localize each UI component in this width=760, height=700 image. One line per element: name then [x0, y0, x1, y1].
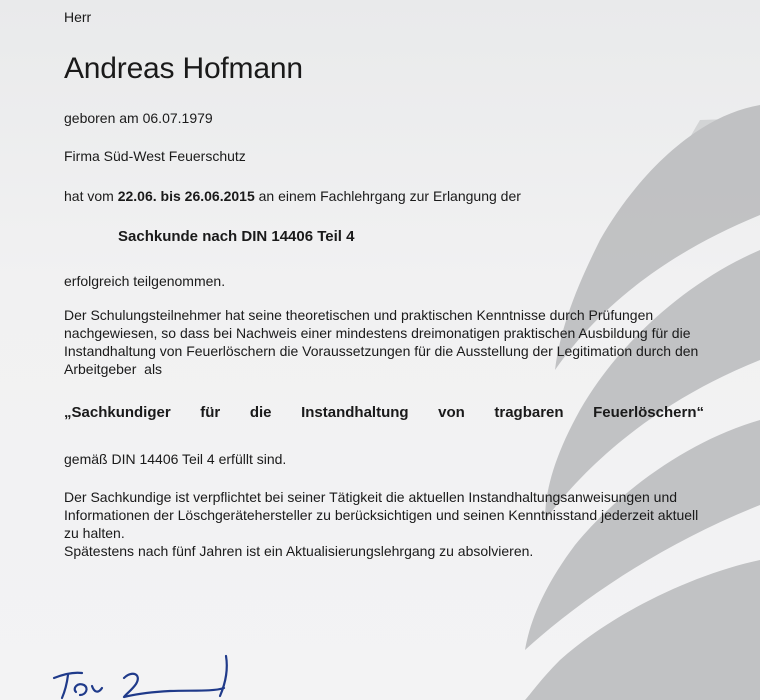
title-word: tragbaren	[494, 404, 564, 421]
course-date-from: 22.06.	[117, 188, 157, 204]
paragraph-line: zu halten.	[64, 525, 125, 541]
paragraph-line: Informationen der Löschgerätehersteller zu berücksichtigen und seinen Kenntnisstand jederzeit aktuell	[64, 507, 699, 523]
course-date-to: 26.06.2015	[184, 188, 255, 204]
paragraph-obligations	[64, 488, 704, 560]
title-word: von	[438, 404, 465, 421]
title-word: „Sachkundiger	[64, 404, 171, 421]
title-word: Feuerlöschern“	[593, 404, 704, 421]
birth-date-line: geboren am 06.07.1979	[64, 110, 213, 126]
signature	[40, 648, 260, 700]
qualification-title: Sachkunde nach DIN 14406 Teil 4	[118, 228, 355, 245]
title-word: für	[200, 404, 221, 421]
paragraph-requirements	[64, 306, 704, 378]
recipient-name: Andreas Hofmann	[64, 52, 303, 85]
paragraph-line: Der Sachkundige ist verpflichtet bei seiner Tätigkeit die aktuellen Instandhaltungsanweisungen und	[64, 489, 678, 505]
course-middle: bis	[156, 188, 185, 204]
course-prefix: hat vom	[64, 188, 118, 204]
success-line: erfolgreich teilgenommen.	[64, 273, 226, 289]
company-line: Firma Süd-West Feuerschutz	[64, 148, 246, 164]
paragraph-line: Instandhaltung von Feuerlöschern die Voraussetzungen für die Ausstellung der Legitimation durch den	[64, 343, 699, 359]
salutation: Herr	[64, 9, 92, 25]
legitimation-title	[64, 404, 704, 422]
paragraph-line: Spätestens nach fünf Jahren ist ein Aktualisierungslehrgang zu absolvieren.	[64, 543, 534, 559]
paragraph-line: Arbeitgeber als	[64, 361, 163, 377]
paragraph-line: Der Schulungsteilnehmer hat seine theoretischen und praktischen Kenntnisse durch Prüfungen	[64, 307, 654, 323]
title-word: Instandhaltung	[301, 404, 409, 421]
standard-line: gemäß DIN 14406 Teil 4 erfüllt sind.	[64, 451, 287, 467]
course-line	[64, 187, 521, 205]
paragraph-line: nachgewiesen, so dass bei Nachweis einer mindestens dreimonatigen praktischen Ausbildung für die	[64, 325, 691, 341]
title-word: die	[249, 404, 272, 421]
course-suffix: an einem Fachlehrgang zur Erlangung der	[254, 188, 521, 204]
